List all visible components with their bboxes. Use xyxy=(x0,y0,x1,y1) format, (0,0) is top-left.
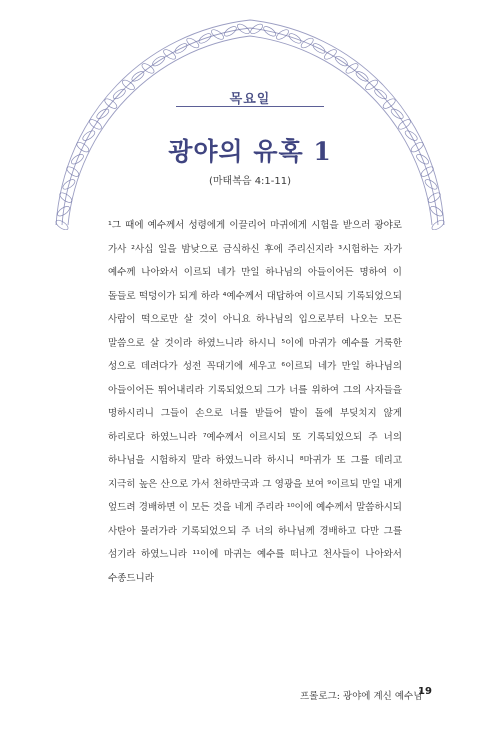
day-label: 목요일 xyxy=(229,92,271,107)
running-footer-title: 프롤로그: 광야에 계신 예수님 xyxy=(300,691,423,702)
scripture-passage: ¹그 때에 예수께서 성령에게 이끌리어 마귀에게 시험을 받으러 광야로 가사 ²사십 일을 밤낮으로 금식하신 후에 주리신지라 ³시험하는 자가 예수께 나아와서 이르되 네가 만일 하나님의 아들이어든 명하여 이 돌들로 떡덩이가 되게 하라 ⁴예수께서 대답하여 이르시되 기록되었으되 사람이 떡으로만 살 것이 아니요 하나님의 입으로부터 나오는 모든 말씀으로 살 것이라 하였느니라 하시니 ⁵이에 마귀가 예수를 거룩한 성으로 데려다가 성전 꼭대기에 세우고 ⁶이르되 네가 만일 하나님의 아들이어든 뛰어내리라 기록되었으되 그가 너를 위하여 그의 사자들을 명하시리니 그들이 손으로 너를 받들어 발이 돌에 부딪치지 않게 하리로다 하였느니라 ⁷예수께서 이르시되 또 기록되었으되 주 너의 하나님을 시험하지 말라 하였느니라 하시니 ⁸마귀가 또 그를 데리고 지극히 높은 산으로 가서 천하만국과 그 영광을 보여 ⁹이르되 만일 내게 엎드려 경배하면 이 모든 것을 네게 주리라 ¹⁰이에 예수께서 말씀하시되 사탄아 물러가라 기록되었으되 주 너의 하나님께 경배하고 다만 그를 섬기라 하였느니라 ¹¹이에 마귀는 예수를 떠나고 천사들이 나아와서 수종드니라 xyxy=(108,220,402,584)
decorative-arch-ornament xyxy=(0,0,500,230)
page-title: 광야의 유혹 1 xyxy=(168,137,332,166)
scripture-reference: (마태복음 4:1-11) xyxy=(208,176,292,187)
page-number: 19 xyxy=(418,686,432,697)
divider xyxy=(176,106,324,107)
